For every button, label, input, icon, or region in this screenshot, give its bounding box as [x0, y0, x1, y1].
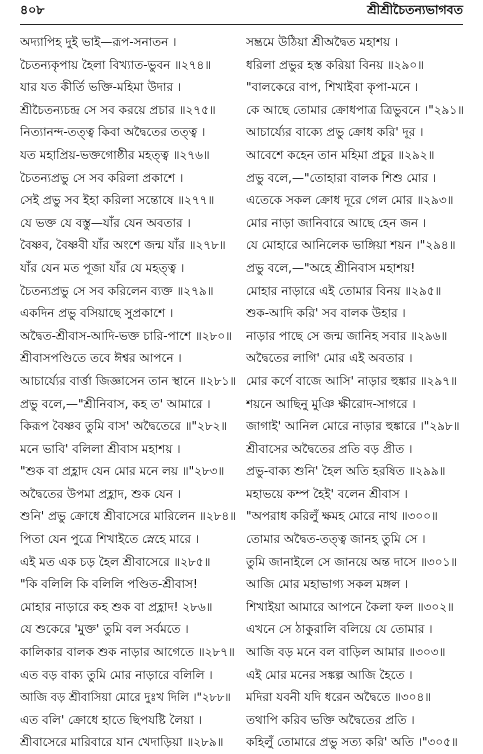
verse-line: তথাপি করিব ভক্তি অদ্বৈতের প্রতি ।	[246, 712, 415, 727]
verse-line: নাড়ার পাছে সে জন্ম জানিহ সবার ॥২৯৬॥	[246, 328, 448, 343]
verse-line: বৈষ্ণব, বৈষ্ণবী যাঁর অংশে জন্ম যাঁর ॥২৭৮॥	[20, 238, 226, 253]
verse-line: "শুক বা প্রহ্লাদ যেন মোর মনে লয় ॥"২৮৩॥	[20, 464, 225, 479]
verse-line: মোর কর্ণে বাজে আসি' নাড়ার হুঙ্কার ॥২৯৭॥	[246, 373, 457, 388]
verse-line: এত বলি' ক্রোধে হাতে ছিপযষ্টি লৈয়া ।	[20, 712, 202, 727]
verse-line: "অপরাধ করিলুঁ ক্ষমহ মোরে নাথ ॥৩০০॥	[246, 509, 438, 524]
page-number: ৪০৮	[20, 2, 45, 17]
verse-line: আজি বড় মনে বল বাড়িল আমার ॥৩০৩॥	[246, 645, 446, 660]
verse-line: এতেকে সকল ক্রোধ দূরে গেল মোর ॥২৯৩॥	[246, 193, 454, 208]
verse-line: আজি বড় শ্রীবাসিয়া মোরে দুঃখ দিলি ।"২৮৮॥	[20, 690, 231, 705]
verse-line: মহাভয়ে কম্প হৈই' বলেন শ্রীবাস ।	[246, 486, 408, 501]
verse-line: চৈতন্যকৃপায় হৈলা বিখ্যাত-ভুবন ॥২৭৪॥	[20, 57, 212, 72]
verse-line: মোহার নাড়ারে কহ শুক বা প্রহ্লাদ! ২৮৬॥	[20, 599, 213, 614]
verse-line: একদিন প্রভু বসিয়াছে সুপ্রকাশে ।	[20, 306, 174, 321]
right-column	[246, 31, 464, 754]
verse-line: এত বড় বাক্য তুমি মোর নাড়ারে বলিলি ।	[20, 667, 213, 682]
verse-line: অদ্বৈতের উপমা প্রহ্লাদ, শুক যেন ।	[20, 486, 181, 501]
verse-line: চৈতন্যপ্রভু সে সব করিলা প্রকাশে ।	[20, 170, 184, 185]
verse-line: "বালকেরে বাপ, শিখাইবা কৃপা-মনে ।	[246, 80, 419, 95]
verse-line: যে মোহারে আনিলেক ভাঙ্গিয়া শয়ন ।"২৯৪॥	[246, 238, 456, 253]
verse-line: আবেশে কহেন তান মহিমা প্রচুর ॥২৯২॥	[246, 147, 435, 162]
verse-line: সেই প্রভু সব ইহা করিলা সন্তোষে ॥২৭৭॥	[20, 193, 215, 208]
book-title: শ্রীশ্রীচৈতন্যভাগবত	[367, 2, 463, 17]
verse-line: অদ্বৈতের লাগি' মোর এই অবতার ।	[246, 351, 413, 366]
verse-line: যত মহাপ্রিয়-ভক্তগোষ্ঠীর মহত্ত্ব ॥২৭৬॥	[20, 147, 210, 162]
verse-line: শয়নে আছিনু মুঞি ক্ষীরোদ-সাগরে ।	[246, 396, 416, 411]
verse-line: যে শুকেরে 'মুক্ত' তুমি বল সর্বমতে ।	[20, 622, 189, 637]
verse-line: পিতা যেন পুত্রে শিখাইতে স্নেহে মারে ।	[20, 532, 200, 547]
verse-line: যে ভক্ত যে বস্তু—যাঁর যেন অবতার ।	[20, 215, 191, 230]
verse-line: কিরূপ বৈষ্ণব তুমি বাস' অদ্বৈতেরে ॥"২৮২॥	[20, 419, 228, 434]
verse-line: অদ্বৈত-শ্রীবাস-আদি-ভক্ত চারি-পাশে ॥২৮০॥	[20, 328, 232, 343]
verse-line: কে আছে তোমার ক্রোধপাত্র ত্রিভুবনে ।"২৯১॥	[246, 102, 464, 117]
verse-line: যার যত কীর্তি ভক্তি-মহিমা উদার ।	[20, 80, 182, 95]
verse-line: "কি বলিলি কি বলিলি পণ্ডিত-শ্রীবাস!	[20, 577, 198, 592]
header-rule	[20, 24, 463, 25]
verse-line: কহিলুঁ তোমারে প্রভু সত্য করি' অতি ।"৩০৫॥	[246, 735, 458, 750]
verse-line: শুক-আদি করি' সব বালক উহার ।	[246, 306, 406, 321]
verse-line: প্রভু বলে,—"তোহারা বালক শিশু মোর ।	[246, 170, 437, 185]
verse-line: সম্ভ্রমে উঠিয়া শ্রীঅদ্বৈত মহাশয় ।	[246, 35, 399, 49]
verse-line: ধরিলা প্রভুর হস্ত করিয়া বিনয় ॥২৯০॥	[246, 57, 424, 72]
verse-line: শিখাইয়া আমারে আপনে কৈলা ফল ॥৩০২॥	[246, 599, 454, 614]
verse-line: শ্রীবাসপণ্ডিতে তবে ঈশ্বর আপনে ।	[20, 351, 182, 366]
verse-line: কালিকার বালক শুক নাড়ার আগেতে ॥২৮৭॥	[20, 645, 235, 660]
verse-line: প্রভু বলে,—"অহে শ্রীনিবাস মহাশয়!	[246, 260, 416, 275]
verse-line: শ্রীবাসেরে মারিবারে যান খেদাড়িয়া ॥২৮৯॥	[20, 735, 224, 750]
page-header	[20, 2, 463, 22]
verse-line: প্রভু-বাক্য শুনি' হৈল অতি হরষিত ॥২৯৯॥	[246, 464, 446, 479]
verse-line: আচার্য্যের বাক্যে প্রভু ক্রোধ করি' দূর ।	[246, 125, 424, 140]
left-column	[20, 31, 238, 754]
verse-line: শ্রীচৈতন্যচন্দ্র সে সব করয়ে প্রচার ॥২৭৫॥	[20, 102, 216, 117]
verse-line: শ্রীবাসের অদ্বৈতের প্রতি বড় প্রীত ।	[246, 441, 413, 456]
verse-line: মদিরা যবনী যদি ধরেন অদ্বৈতে ॥৩০৪॥	[246, 690, 432, 705]
verse-line: আজি মোর মহাভাগ্য সকল মঙ্গল ।	[246, 577, 409, 592]
verse-line: চৈতন্যপ্রভু সে সব করিলেন ব্যক্ত ॥২৭৯॥	[20, 283, 214, 298]
verse-line: আচার্য্যের বার্ত্তা জিজ্ঞাসেন তান স্থানে ॥২৮১॥	[20, 373, 237, 388]
verse-line: এখনে সে ঠাকুরালি বলিয়ে যে তোমার ।	[246, 622, 433, 637]
verse-line: তোমার অদ্বৈত-তত্ত্ব জানহ তুমি সে ।	[246, 532, 426, 547]
verse-line: জাগাই' আনিল মোরে নাড়ার হুঙ্কারে ।"২৯৮॥	[246, 419, 460, 434]
verse-line: এই মত এক চড় হৈল শ্রীবাসেরে ॥২৮৫॥	[20, 554, 211, 569]
verse-line: প্রভু বলে,—"শ্রীনিবাস, কহ ত' আমারে ।	[20, 396, 211, 411]
verse-line: যাঁর যেন মত পূজা যাঁর যে মহত্ত্ব ।	[20, 260, 185, 275]
verse-line: এই মোর মনের সঙ্কল্প আজি হৈতে ।	[246, 667, 413, 682]
verse-line: মনে ভাবি' বলিলা শ্রীবাস মহাশয় ।	[20, 441, 181, 456]
verse-line: মোর নাড়া জানিবারে আছে হেন জন ।	[246, 215, 427, 230]
verse-line: নিত্যানন্দ-তত্ত্ব কিবা অদ্বৈতের তত্ত্ব ।	[20, 125, 206, 140]
verse-line: তুমি জানাইলে সে জানয়ে অন্ত দাসে ॥৩০১॥	[246, 554, 458, 569]
verse-line: শুনি' প্রভু ক্রোধে শ্রীবাসেরে মারিলেন ॥২৮৪॥	[20, 509, 236, 524]
verse-line: অদ্যাপিহ দুই ভাই—রূপ-সনাতন ।	[20, 35, 177, 49]
verse-line: মোহার নাড়ারে এই তোমার বিনয় ॥২৯৫॥	[246, 283, 442, 298]
